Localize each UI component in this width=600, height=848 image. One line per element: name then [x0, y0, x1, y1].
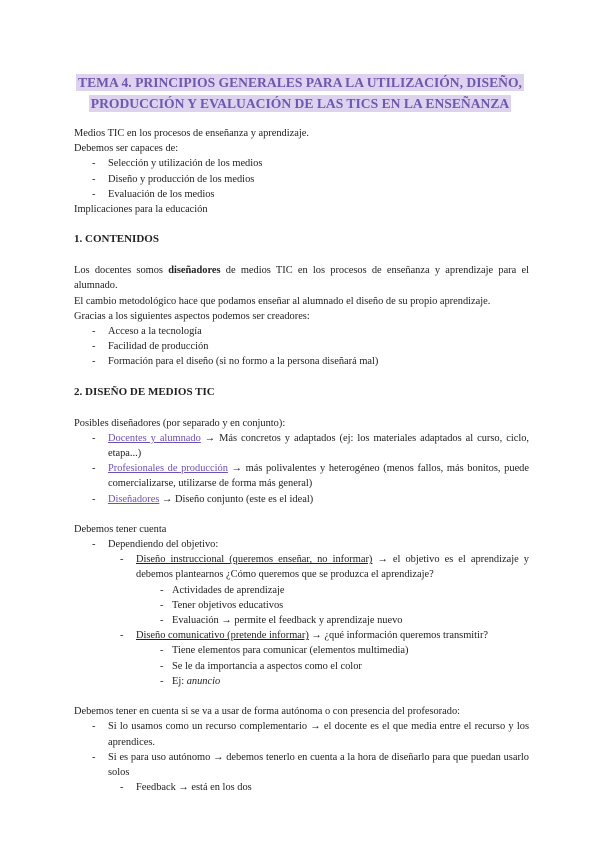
dash-bullet: -: [92, 158, 96, 170]
title-text: TEMA 4. PRINCIPIOS GENERALES PARA LA UTILIZACIÓN, DISEÑO, PRODUCCIÓN Y EVALUACIÓN DE LAS TICS EN LA ENSEÑANZA: [78, 75, 522, 111]
section-1-heading: 1. CONTENIDOS: [74, 233, 159, 246]
instructional-sub-item-3: - Evaluación → permite el feedback y aprendizaje nuevo: [74, 613, 529, 628]
dash-bullet: -: [160, 615, 164, 627]
designer-item-2: - Profesionales de producción → más polivalentes y heterogéneo (menos fallos, más bonitos, puede comercializarse, utilizarse de forma más general): [92, 463, 529, 490]
dash-bullet: -: [92, 463, 96, 475]
section-2-paragraph-2: Debemos tener cuenta: [74, 523, 167, 535]
communicative-sub-item-1: - Tiene elementos para comunicar (elementos multimedia): [74, 643, 529, 658]
dash-bullet: -: [92, 539, 96, 551]
instructional-sub-item-1: - Actividades de aprendizaje: [74, 583, 529, 598]
dash-bullet: -: [92, 188, 96, 200]
instructional-sub-item-2: - Tener objetivos educativos: [74, 598, 529, 613]
feedback-item: - Feedback → está en los dos: [74, 780, 529, 795]
intro-item-1: - Selección y utilización de los medios: [74, 156, 529, 171]
instructional-design-item: - Diseño instruccional (queremos enseñar, no informar) → el objetivo es el aprendizaje y debemos plantearnos ¿Cómo queremos que se produzca el aprendizaje?: [120, 554, 529, 581]
document-body: [74, 126, 529, 795]
dash-bullet: -: [120, 630, 124, 642]
intro-item-3: - Evaluación de los medios: [74, 187, 529, 202]
usage-item-1: - Si lo usamos como un recurso complementario → el docente es el que media entre el recurso y los aprendices.: [92, 721, 529, 748]
intro-line-2: Debemos ser capaces de:: [74, 143, 179, 155]
dash-bullet: -: [92, 493, 96, 505]
usage-item-2: - Si es para uso autónomo → debemos tenerlo en cuenta a la hora de diseñarlo para que puedan usarlo solos: [92, 751, 529, 778]
communicative-design-item: - Diseño comunicativo (pretende informar) → ¿qué información queremos transmitir?: [74, 628, 529, 643]
dash-bullet: -: [92, 721, 96, 733]
creator-item-1: - Acceso a la tecnología: [74, 324, 529, 339]
section-1-paragraph-1: Los docentes somos diseñadores de medios TIC en los procesos de enseñanza y aprendizaje para el alumnado.: [74, 265, 529, 292]
section-2-paragraph-3: Debemos tener en cuenta si se va a usar de forma autónoma o con presencia del profesorado:: [74, 706, 461, 718]
intro-line-3: Implicaciones para la educación: [74, 204, 208, 216]
keyword-disenadores: diseñadores: [168, 265, 221, 277]
dash-bullet: -: [92, 432, 96, 444]
dash-bullet: -: [92, 326, 96, 338]
objective-item: - Dependiendo del objetivo:: [74, 537, 529, 552]
designer-item-3: - Diseñadores → Diseño conjunto (este es el ideal): [74, 492, 529, 507]
intro-line-1: Medios TIC en los procesos de enseñanza y aprendizaje.: [74, 128, 309, 139]
creator-item-2: - Facilidad de producción: [74, 339, 529, 354]
designer-item-1: - Docentes y alumnado → Más concretos y adaptados (ej: los materiales adaptados al curso, ciclo, etapa...): [92, 432, 529, 460]
section-2-paragraph-1: Posibles diseñadores (por separado y en conjunto):: [74, 417, 286, 429]
section-1-paragraph-2: El cambio metodológico hace que podamos enseñar al alumnado el diseño de su propio aprendizaje.: [74, 295, 491, 307]
dash-bullet: -: [120, 554, 124, 566]
communicative-sub-item-2: - Se le da importancia a aspectos como el color: [74, 659, 529, 674]
dash-bullet: -: [160, 675, 164, 687]
intro-item-2: - Diseño y producción de los medios: [74, 172, 529, 187]
document-title: [70, 72, 530, 114]
dash-bullet: -: [160, 645, 164, 657]
dash-bullet: -: [92, 173, 96, 185]
section-1-paragraph-3: Gracias a los siguientes aspectos podemos ser creadores:: [74, 310, 310, 322]
section-2-heading: 2. DISEÑO DE MEDIOS TIC: [74, 385, 215, 398]
dash-bullet: -: [92, 751, 96, 763]
dash-bullet: -: [120, 782, 124, 794]
dash-bullet: -: [160, 599, 164, 611]
creator-item-3: - Formación para el diseño (si no formo a la persona diseñará mal): [74, 354, 529, 369]
dash-bullet: -: [160, 660, 164, 672]
communicative-sub-item-3: - Ej: anuncio: [74, 674, 529, 689]
dash-bullet: -: [92, 341, 96, 353]
dash-bullet: -: [160, 584, 164, 596]
link-profesionales-produccion[interactable]: Profesionales de producción: [108, 463, 228, 475]
link-docentes-alumnado[interactable]: Docentes y alumnado: [108, 432, 201, 444]
dash-bullet: -: [92, 356, 96, 368]
link-disenadores[interactable]: Diseñadores: [108, 493, 160, 505]
